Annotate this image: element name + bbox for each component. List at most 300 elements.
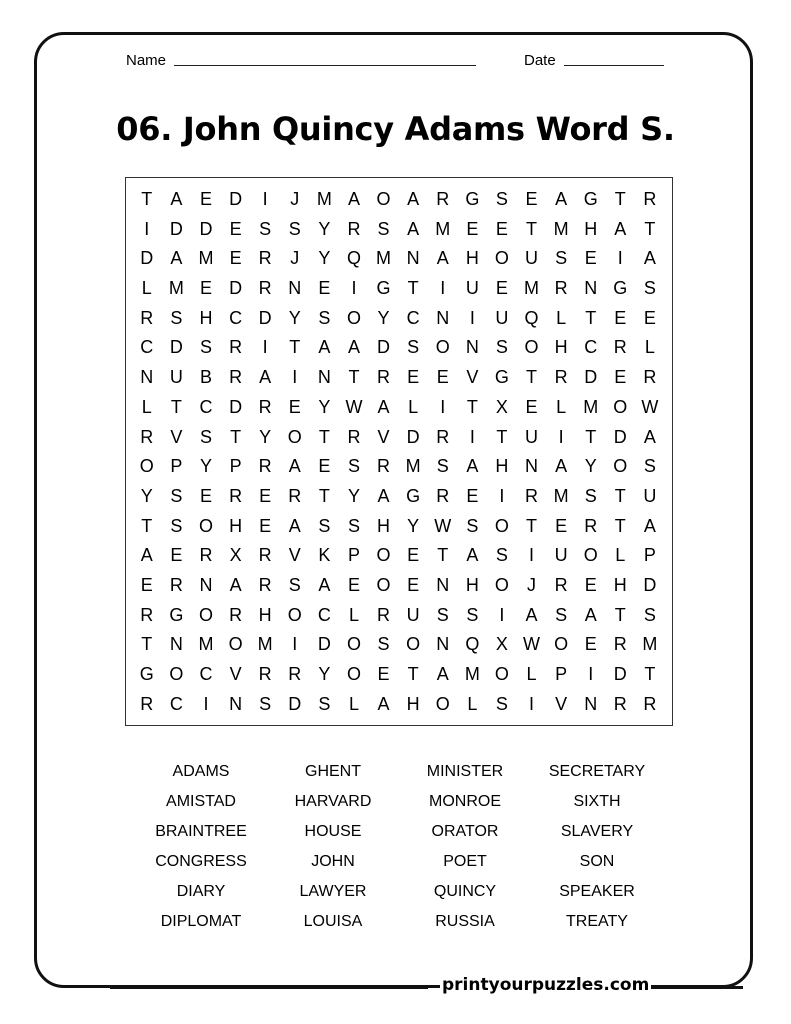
grid-letter[interactable]: R xyxy=(258,456,272,477)
grid-letter[interactable]: E xyxy=(229,218,242,239)
grid-letter[interactable]: P xyxy=(229,456,242,477)
grid-letter[interactable]: N xyxy=(584,693,598,714)
grid-letter[interactable]: A xyxy=(555,189,568,209)
grid-letter[interactable]: R xyxy=(258,545,272,566)
grid-letter[interactable]: H xyxy=(465,248,479,269)
grid-letter[interactable]: A xyxy=(584,604,597,625)
grid-letter[interactable]: R xyxy=(613,337,627,358)
grid-letter[interactable]: I xyxy=(203,693,209,714)
grid-letter[interactable]: B xyxy=(199,367,212,388)
grid-letter[interactable]: A xyxy=(436,248,449,269)
grid-letter[interactable]: O xyxy=(169,664,184,684)
grid-letter[interactable]: S xyxy=(495,189,508,209)
grid-letter[interactable]: S xyxy=(377,634,390,655)
grid-letter[interactable]: I xyxy=(262,337,268,358)
grid-letter[interactable]: R xyxy=(554,574,568,595)
grid-letter[interactable]: Y xyxy=(318,248,331,269)
grid-letter[interactable]: R xyxy=(140,307,154,328)
grid-letter[interactable]: H xyxy=(613,574,627,595)
grid-letter[interactable]: D xyxy=(169,337,183,358)
grid-letter[interactable]: W xyxy=(434,515,452,536)
grid-letter[interactable]: O xyxy=(613,456,628,477)
grid-letter[interactable]: R xyxy=(643,367,657,388)
grid-letter[interactable]: D xyxy=(140,248,154,269)
grid-letter[interactable]: E xyxy=(199,278,212,299)
grid-letter[interactable]: R xyxy=(554,367,568,388)
grid-letter[interactable]: L xyxy=(556,396,567,417)
grid-letter[interactable]: N xyxy=(140,367,154,388)
grid-letter[interactable]: R xyxy=(436,485,450,506)
grid-letter[interactable]: Y xyxy=(347,485,360,506)
grid-letter[interactable]: P xyxy=(643,545,656,566)
grid-letter[interactable]: M xyxy=(435,218,451,239)
grid-letter[interactable]: A xyxy=(466,545,479,566)
grid-letter[interactable]: I xyxy=(144,218,150,239)
grid-letter[interactable]: M xyxy=(376,248,392,269)
grid-letter[interactable]: O xyxy=(494,515,509,536)
grid-letter[interactable]: C xyxy=(229,307,243,328)
grid-letter[interactable]: A xyxy=(377,396,390,417)
grid-letter[interactable]: L xyxy=(467,693,478,714)
grid-letter[interactable]: E xyxy=(584,574,597,595)
grid-letter[interactable]: U xyxy=(169,367,183,388)
grid-letter[interactable]: S xyxy=(436,456,449,477)
grid-letter[interactable]: T xyxy=(526,218,538,239)
grid-letter[interactable]: R xyxy=(258,396,272,417)
grid-letter[interactable]: M xyxy=(168,278,184,299)
grid-letter[interactable]: E xyxy=(584,634,597,655)
grid-letter[interactable]: T xyxy=(318,426,330,447)
grid-letter[interactable]: O xyxy=(287,604,302,625)
grid-letter[interactable]: S xyxy=(495,545,508,566)
grid-letter[interactable]: T xyxy=(585,426,597,447)
grid-letter[interactable]: T xyxy=(407,278,419,299)
grid-letter[interactable]: I xyxy=(469,426,475,447)
grid-letter[interactable]: R xyxy=(229,337,243,358)
grid-letter[interactable]: M xyxy=(198,248,214,269)
grid-letter[interactable]: R xyxy=(140,604,154,625)
grid-letter[interactable]: L xyxy=(408,396,419,417)
grid-letter[interactable]: G xyxy=(613,278,628,299)
grid-letter[interactable]: N xyxy=(199,574,213,595)
grid-letter[interactable]: O xyxy=(376,189,391,209)
grid-letter[interactable]: T xyxy=(348,367,360,388)
grid-letter[interactable]: T xyxy=(289,337,301,358)
grid-letter[interactable]: A xyxy=(643,426,656,447)
grid-letter[interactable]: A xyxy=(288,456,301,477)
grid-letter[interactable]: M xyxy=(553,218,569,239)
grid-letter[interactable]: Q xyxy=(465,634,480,655)
grid-letter[interactable]: C xyxy=(584,337,598,358)
grid-letter[interactable]: T xyxy=(614,189,626,209)
grid-letter[interactable]: D xyxy=(643,574,657,595)
grid-letter[interactable]: S xyxy=(318,307,331,328)
grid-letter[interactable]: O xyxy=(346,307,361,328)
grid-letter[interactable]: A xyxy=(525,604,538,625)
grid-letter[interactable]: A xyxy=(318,574,331,595)
grid-letter[interactable]: O xyxy=(406,634,421,655)
grid-letter[interactable]: P xyxy=(555,664,568,684)
grid-letter[interactable]: V xyxy=(377,426,390,447)
grid-letter[interactable]: A xyxy=(555,456,568,477)
grid-letter[interactable]: I xyxy=(558,426,564,447)
grid-letter[interactable]: O xyxy=(376,574,391,595)
grid-letter[interactable]: R xyxy=(377,456,391,477)
grid-letter[interactable]: K xyxy=(318,545,331,566)
grid-letter[interactable]: E xyxy=(525,396,538,417)
grid-letter[interactable]: C xyxy=(199,396,213,417)
grid-letter[interactable]: N xyxy=(436,574,450,595)
grid-letter[interactable]: M xyxy=(464,664,480,684)
grid-letter[interactable]: R xyxy=(643,693,657,714)
grid-letter[interactable]: S xyxy=(170,485,183,506)
grid-letter[interactable]: R xyxy=(347,426,361,447)
grid-letter[interactable]: A xyxy=(140,545,153,566)
grid-letter[interactable]: H xyxy=(465,574,479,595)
grid-letter[interactable]: E xyxy=(318,278,331,299)
grid-letter[interactable]: D xyxy=(169,218,183,239)
grid-letter[interactable]: G xyxy=(465,189,480,209)
grid-letter[interactable]: R xyxy=(288,485,302,506)
grid-letter[interactable]: E xyxy=(495,218,508,239)
grid-letter[interactable]: U xyxy=(525,248,539,269)
grid-letter[interactable]: D xyxy=(613,664,627,684)
grid-letter[interactable]: E xyxy=(407,367,420,388)
grid-letter[interactable]: A xyxy=(229,574,242,595)
grid-letter[interactable]: L xyxy=(348,604,359,625)
grid-letter[interactable]: E xyxy=(199,485,212,506)
grid-letter[interactable]: O xyxy=(228,634,243,655)
grid-letter[interactable]: T xyxy=(496,426,508,447)
grid-letter[interactable]: L xyxy=(644,337,655,358)
grid-letter[interactable]: U xyxy=(554,545,568,566)
grid-letter[interactable]: X xyxy=(495,634,508,655)
grid-letter[interactable]: V xyxy=(288,545,301,566)
grid-letter[interactable]: A xyxy=(377,485,390,506)
grid-letter[interactable]: N xyxy=(436,634,450,655)
grid-letter[interactable]: A xyxy=(288,515,301,536)
grid-letter[interactable]: I xyxy=(529,545,535,566)
grid-letter[interactable]: G xyxy=(376,278,391,299)
grid-letter[interactable]: S xyxy=(643,456,656,477)
grid-letter[interactable]: E xyxy=(466,485,479,506)
grid-letter[interactable]: S xyxy=(347,515,360,536)
grid-letter[interactable]: S xyxy=(643,604,656,625)
grid-letter[interactable]: E xyxy=(407,545,420,566)
grid-letter[interactable]: I xyxy=(351,278,357,299)
grid-letter[interactable]: M xyxy=(257,634,273,655)
grid-letter[interactable]: E xyxy=(288,396,301,417)
grid-letter[interactable]: T xyxy=(614,515,626,536)
grid-letter[interactable]: E xyxy=(614,307,627,328)
grid-letter[interactable]: A xyxy=(407,189,420,209)
grid-letter[interactable]: T xyxy=(437,545,449,566)
grid-letter[interactable]: N xyxy=(288,278,302,299)
grid-letter[interactable]: H xyxy=(554,337,568,358)
grid-letter[interactable]: T xyxy=(614,604,626,625)
grid-letter[interactable]: O xyxy=(435,337,450,358)
grid-letter[interactable]: U xyxy=(643,485,657,506)
grid-letter[interactable]: R xyxy=(584,515,598,536)
grid-letter[interactable]: D xyxy=(317,634,331,655)
grid-letter[interactable]: R xyxy=(199,545,213,566)
grid-letter[interactable]: G xyxy=(583,189,598,209)
grid-letter[interactable]: O xyxy=(346,664,361,684)
grid-letter[interactable]: T xyxy=(644,664,656,684)
grid-letter[interactable]: Y xyxy=(140,485,153,506)
grid-letter[interactable]: E xyxy=(259,485,272,506)
grid-letter[interactable]: P xyxy=(347,545,360,566)
grid-letter[interactable]: D xyxy=(229,278,243,299)
grid-letter[interactable]: R xyxy=(643,189,657,209)
grid-letter[interactable]: E xyxy=(555,515,568,536)
grid-letter[interactable]: L xyxy=(615,545,626,566)
grid-letter[interactable]: R xyxy=(229,367,243,388)
grid-letter[interactable]: S xyxy=(318,515,331,536)
grid-letter[interactable]: A xyxy=(436,664,449,684)
grid-letter[interactable]: H xyxy=(199,307,213,328)
grid-letter[interactable]: J xyxy=(290,248,300,269)
grid-letter[interactable]: G xyxy=(494,367,509,388)
grid-letter[interactable]: G xyxy=(406,485,421,506)
grid-letter[interactable]: I xyxy=(440,396,446,417)
grid-letter[interactable]: T xyxy=(644,218,656,239)
grid-letter[interactable]: M xyxy=(553,485,569,506)
grid-letter[interactable]: N xyxy=(436,307,450,328)
grid-letter[interactable]: Y xyxy=(259,426,272,447)
grid-letter[interactable]: R xyxy=(613,634,627,655)
grid-letter[interactable]: E xyxy=(436,367,449,388)
grid-letter[interactable]: T xyxy=(526,515,538,536)
grid-letter[interactable]: S xyxy=(259,693,272,714)
grid-letter[interactable]: R xyxy=(258,278,272,299)
grid-letter[interactable]: R xyxy=(258,664,272,684)
grid-letter[interactable]: T xyxy=(407,664,419,684)
grid-letter[interactable]: C xyxy=(169,693,183,714)
grid-letter[interactable]: U xyxy=(495,307,509,328)
grid-letter[interactable]: T xyxy=(585,307,597,328)
grid-letter[interactable]: S xyxy=(347,456,360,477)
grid-letter[interactable]: U xyxy=(525,426,539,447)
grid-letter[interactable]: Y xyxy=(407,515,420,536)
grid-letter[interactable]: M xyxy=(642,634,658,655)
grid-letter[interactable]: D xyxy=(406,426,420,447)
grid-letter[interactable]: J xyxy=(290,189,300,209)
grid-letter[interactable]: R xyxy=(613,693,627,714)
grid-letter[interactable]: A xyxy=(466,456,479,477)
grid-letter[interactable]: M xyxy=(198,634,214,655)
grid-letter[interactable]: D xyxy=(199,218,213,239)
grid-letter[interactable]: A xyxy=(377,693,390,714)
grid-letter[interactable]: A xyxy=(318,337,331,358)
grid-letter[interactable]: S xyxy=(555,604,568,625)
grid-letter[interactable]: D xyxy=(288,693,302,714)
grid-letter[interactable]: Q xyxy=(524,307,539,328)
grid-letter[interactable]: R xyxy=(258,574,272,595)
grid-letter[interactable]: M xyxy=(524,278,540,299)
grid-letter[interactable]: T xyxy=(318,485,330,506)
grid-letter[interactable]: A xyxy=(614,218,627,239)
grid-letter[interactable]: R xyxy=(140,693,154,714)
grid-letter[interactable]: O xyxy=(198,515,213,536)
grid-letter[interactable]: A xyxy=(259,367,272,388)
grid-letter[interactable]: T xyxy=(466,396,478,417)
grid-letter[interactable]: Y xyxy=(318,396,331,417)
grid-letter[interactable]: N xyxy=(584,278,598,299)
grid-letter[interactable]: W xyxy=(641,396,659,417)
grid-letter[interactable]: I xyxy=(469,307,475,328)
grid-letter[interactable]: O xyxy=(583,545,598,566)
grid-letter[interactable]: S xyxy=(466,604,479,625)
grid-letter[interactable]: I xyxy=(440,278,446,299)
grid-letter[interactable]: I xyxy=(499,485,505,506)
grid-letter[interactable]: D xyxy=(258,307,272,328)
grid-letter[interactable]: R xyxy=(169,574,183,595)
date-line[interactable] xyxy=(564,64,664,66)
grid-letter[interactable]: E xyxy=(525,189,538,209)
grid-letter[interactable]: T xyxy=(141,515,153,536)
grid-letter[interactable]: A xyxy=(407,218,420,239)
grid-letter[interactable]: N xyxy=(169,634,183,655)
grid-letter[interactable]: S xyxy=(259,218,272,239)
grid-letter[interactable]: L xyxy=(556,307,567,328)
grid-letter[interactable]: V xyxy=(170,426,183,447)
name-field[interactable] xyxy=(126,52,476,69)
grid-letter[interactable]: E xyxy=(495,278,508,299)
grid-letter[interactable]: C xyxy=(406,307,420,328)
grid-letter[interactable]: R xyxy=(347,218,361,239)
grid-letter[interactable]: O xyxy=(198,604,213,625)
grid-letter[interactable]: E xyxy=(643,307,656,328)
name-line[interactable] xyxy=(174,64,476,66)
grid-letter[interactable]: R xyxy=(229,485,243,506)
grid-letter[interactable]: I xyxy=(588,664,594,684)
grid-letter[interactable]: A xyxy=(643,248,656,269)
grid-letter[interactable]: O xyxy=(346,634,361,655)
grid-letter[interactable]: S xyxy=(495,693,508,714)
grid-letter[interactable]: V xyxy=(466,367,479,388)
grid-letter[interactable]: V xyxy=(555,693,568,714)
grid-letter[interactable]: H xyxy=(406,693,420,714)
grid-letter[interactable]: I xyxy=(262,189,268,209)
footer-site-link[interactable]: printyourpuzzles.com xyxy=(442,975,650,995)
grid-letter[interactable]: N xyxy=(406,248,420,269)
grid-letter[interactable]: W xyxy=(345,396,363,417)
grid-letter[interactable]: S xyxy=(436,604,449,625)
grid-letter[interactable]: O xyxy=(435,693,450,714)
grid-letter[interactable]: E xyxy=(259,515,272,536)
grid-letter[interactable]: J xyxy=(527,574,537,595)
grid-letter[interactable]: S xyxy=(407,337,420,358)
date-field[interactable] xyxy=(524,52,664,69)
grid-letter[interactable]: Y xyxy=(584,456,597,477)
grid-letter[interactable]: Y xyxy=(377,307,390,328)
grid-letter[interactable]: S xyxy=(466,515,479,536)
grid-letter[interactable]: S xyxy=(377,218,390,239)
grid-letter[interactable]: U xyxy=(406,604,420,625)
grid-letter[interactable]: G xyxy=(169,604,184,625)
grid-letter[interactable]: E xyxy=(347,574,360,595)
grid-letter[interactable]: N xyxy=(465,337,479,358)
grid-letter[interactable]: A xyxy=(643,515,656,536)
grid-letter[interactable]: O xyxy=(554,634,569,655)
grid-letter[interactable]: O xyxy=(613,396,628,417)
grid-letter[interactable]: I xyxy=(529,693,535,714)
grid-letter[interactable]: T xyxy=(526,367,538,388)
grid-letter[interactable]: E xyxy=(466,218,479,239)
grid-letter[interactable]: H xyxy=(495,456,509,477)
grid-letter[interactable]: T xyxy=(230,426,242,447)
grid-letter[interactable]: N xyxy=(525,456,539,477)
grid-letter[interactable]: H xyxy=(377,515,391,536)
grid-letter[interactable]: D xyxy=(613,426,627,447)
grid-letter[interactable]: H xyxy=(229,515,243,536)
grid-letter[interactable]: S xyxy=(495,337,508,358)
grid-letter[interactable]: S xyxy=(170,515,183,536)
grid-letter[interactable]: Y xyxy=(318,664,331,684)
grid-letter[interactable]: M xyxy=(316,189,332,209)
grid-letter[interactable]: H xyxy=(584,218,598,239)
grid-letter[interactable]: S xyxy=(643,278,656,299)
grid-letter[interactable]: O xyxy=(139,456,154,477)
grid-letter[interactable]: E xyxy=(229,248,242,269)
grid-letter[interactable]: O xyxy=(494,664,509,684)
grid-letter[interactable]: Y xyxy=(318,218,331,239)
grid-letter[interactable]: R xyxy=(377,367,391,388)
grid-letter[interactable]: O xyxy=(494,248,509,269)
grid-letter[interactable]: R xyxy=(525,485,539,506)
grid-letter[interactable]: Y xyxy=(288,307,301,328)
grid-letter[interactable]: C xyxy=(199,664,213,684)
grid-letter[interactable]: T xyxy=(141,634,153,655)
grid-letter[interactable]: S xyxy=(199,337,212,358)
grid-letter[interactable]: C xyxy=(140,337,154,358)
grid-letter[interactable]: X xyxy=(229,545,242,566)
grid-letter[interactable]: S xyxy=(288,218,301,239)
grid-letter[interactable]: T xyxy=(141,189,153,209)
grid-letter[interactable]: L xyxy=(141,278,152,299)
grid-letter[interactable]: S xyxy=(170,307,183,328)
grid-letter[interactable]: T xyxy=(614,485,626,506)
grid-letter[interactable]: I xyxy=(617,248,623,269)
grid-letter[interactable]: E xyxy=(584,248,597,269)
grid-letter[interactable]: Q xyxy=(346,248,361,269)
grid-letter[interactable]: R xyxy=(436,189,450,209)
grid-letter[interactable]: D xyxy=(377,337,391,358)
grid-letter[interactable]: E xyxy=(318,456,331,477)
grid-letter[interactable]: D xyxy=(229,396,243,417)
grid-letter[interactable]: A xyxy=(347,337,360,358)
grid-letter[interactable]: P xyxy=(170,456,183,477)
grid-letter[interactable]: O xyxy=(376,545,391,566)
grid-letter[interactable]: D xyxy=(229,189,243,209)
grid-letter[interactable]: R xyxy=(436,426,450,447)
grid-letter[interactable]: R xyxy=(377,604,391,625)
grid-letter[interactable]: A xyxy=(347,189,360,209)
grid-letter[interactable]: L xyxy=(526,664,537,684)
grid-letter[interactable]: E xyxy=(140,574,153,595)
grid-letter[interactable]: V xyxy=(229,664,242,684)
grid-letter[interactable]: E xyxy=(199,189,212,209)
grid-letter[interactable]: E xyxy=(377,664,390,684)
grid-letter[interactable]: E xyxy=(614,367,627,388)
grid-letter[interactable]: I xyxy=(499,604,505,625)
grid-letter[interactable]: O xyxy=(287,426,302,447)
grid-letter[interactable]: E xyxy=(407,574,420,595)
grid-letter[interactable]: S xyxy=(555,248,568,269)
grid-letter[interactable]: L xyxy=(348,693,359,714)
grid-letter[interactable]: I xyxy=(292,367,298,388)
